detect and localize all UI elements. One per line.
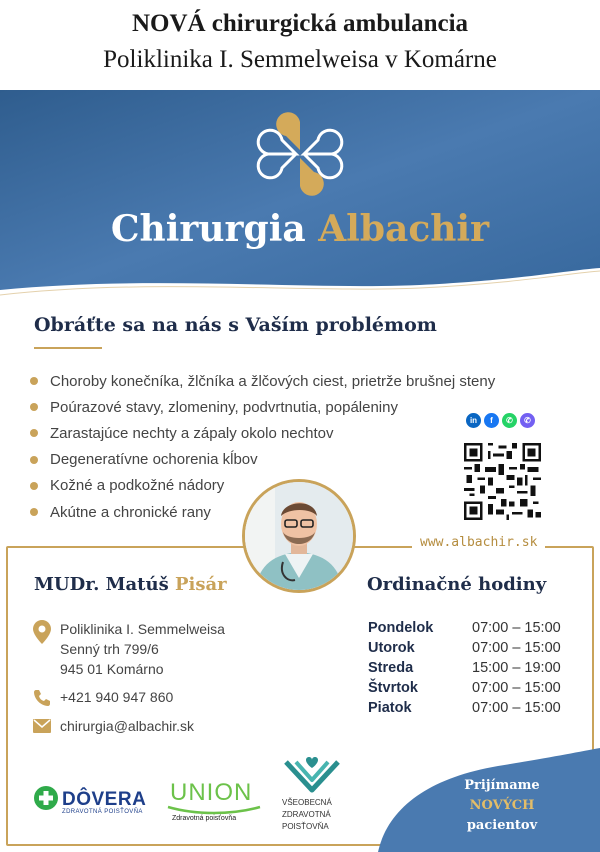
bullet-icon [30, 482, 38, 490]
whatsapp-icon[interactable]: ✆ [502, 413, 517, 428]
address-line: 945 01 Komárno [60, 661, 164, 677]
list-item [30, 394, 495, 420]
list-item [30, 368, 495, 394]
service-label: Poúrazové stavy, zlomeniny, podvrtnutia, popáleniny [50, 398, 398, 416]
time-cell: 07:00 – 15:00 [472, 640, 561, 656]
bullet-icon [30, 456, 38, 464]
location-pin-icon [33, 620, 51, 644]
callout-line: Prijímame [464, 778, 540, 793]
brand-name [0, 208, 600, 250]
facebook-icon[interactable]: f [484, 413, 499, 428]
day-cell: Štvrtok [368, 680, 418, 696]
doctor-surname: Pisár [175, 574, 227, 595]
poster-subtitle: Poliklinika I. Semmelweisa v Komárne [103, 46, 497, 73]
time-cell: 07:00 – 15:00 [472, 620, 561, 636]
service-label: Zarastajúce nechty a zápaly okolo nechtov [50, 424, 334, 442]
day-cell: Pondelok [368, 620, 434, 636]
day-cell: Utorok [368, 640, 415, 656]
linkedin-icon[interactable]: in [466, 413, 481, 428]
vszp-line: VŠEOBECNÁ [282, 798, 332, 807]
doctor-name [34, 574, 227, 595]
doctor-firstname: MUDr. Matúš [34, 574, 175, 595]
list-item [30, 447, 495, 473]
time-cell: 07:00 – 15:00 [472, 680, 561, 696]
qr-code[interactable] [464, 443, 541, 520]
dovera-logo-sub: ZDRAVOTNÁ POISŤOVŇA [62, 809, 143, 815]
list-item [30, 420, 495, 446]
table-row [368, 638, 561, 658]
union-logo-sub: Zdravotná poisťovňa [172, 815, 237, 822]
website-link[interactable]: www.albachir.sk [412, 535, 545, 550]
callout-line-highlight: NOVÝCH [469, 798, 535, 813]
bullet-icon [30, 403, 38, 411]
union-swoosh-icon [166, 805, 262, 815]
new-patients-callout [430, 776, 574, 836]
doctor-photo [242, 479, 356, 593]
address-line: Poliklinika I. Semmelweisa [60, 621, 225, 637]
hours-table [368, 618, 561, 718]
service-label: Degeneratívne ochorenia kĺbov [50, 451, 258, 469]
service-label: Choroby konečníka, žlčníka a žlčových ciest, prietrže brušnej steny [50, 372, 496, 390]
hours-title: Ordinačné hodiny [367, 574, 547, 595]
time-cell: 07:00 – 15:00 [472, 700, 561, 716]
dovera-logo-text: DÔVERA [62, 789, 147, 810]
service-label: Kožné a podkožné nádory [50, 477, 225, 495]
table-row [368, 658, 561, 678]
service-label: Akútne a chronické rany [50, 503, 211, 521]
vszp-logo-text [282, 797, 342, 833]
bullet-icon [30, 429, 38, 437]
address-line: Senný trh 799/6 [60, 641, 159, 657]
poster-title: NOVÁ chirurgická ambulancia [131, 10, 469, 37]
day-cell: Streda [368, 660, 414, 676]
phone-icon [33, 689, 51, 707]
vszp-line: ZDRAVOTNÁ [282, 810, 331, 819]
time-cell: 15:00 – 19:00 [472, 660, 561, 676]
table-row [368, 618, 561, 638]
vszp-logo-icon [282, 756, 342, 794]
bullet-icon [30, 377, 38, 385]
vszp-line: POISŤOVŇA [282, 822, 329, 831]
services-headline: Obráťte sa na nás s Vaším problémom [34, 314, 437, 336]
viber-icon[interactable]: ✆ [520, 413, 535, 428]
address-block [60, 619, 225, 679]
bullet-icon [30, 508, 38, 516]
brand-name-part1: Chirurgia [110, 208, 319, 250]
table-row [368, 678, 561, 698]
dovera-cross-icon [34, 786, 58, 810]
brand-name-part2: Albachir [318, 208, 490, 250]
email-address[interactable]: chirurgia@albachir.sk [60, 718, 195, 734]
albachir-logo-icon [256, 110, 344, 198]
headline-underline [34, 347, 102, 349]
phone-number[interactable]: +421 940 947 860 [60, 689, 174, 705]
union-logo-text: UNION [170, 779, 253, 806]
table-row [368, 698, 561, 718]
social-links [466, 413, 535, 428]
day-cell: Piatok [368, 700, 412, 716]
email-icon [33, 719, 51, 733]
callout-line: pacientov [466, 818, 538, 833]
